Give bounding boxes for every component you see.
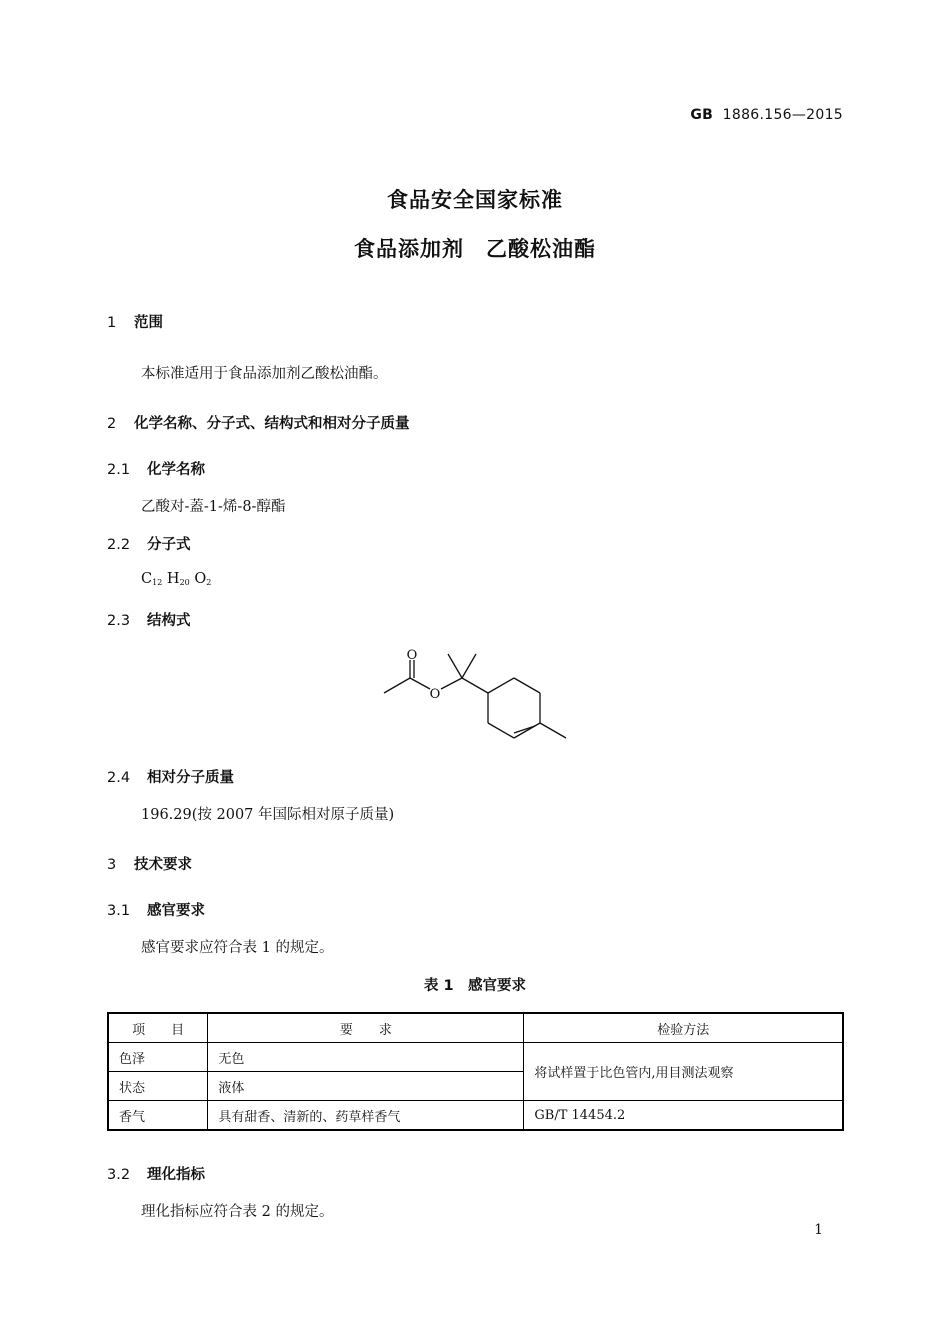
section-2-1-heading: [107, 458, 205, 479]
standard-code: GB: [690, 107, 714, 123]
section-title: 理化指标: [147, 1167, 205, 1183]
section-number: 2: [107, 416, 117, 432]
sub-title: 食品添加剂 乙酸松油酯: [354, 237, 596, 261]
section-number: 3.2: [107, 1167, 131, 1183]
section-title: 感官要求: [147, 903, 205, 919]
section-title: 分子式: [147, 537, 191, 553]
chemical-name: 乙酸对-蓋-1-烯-8-醇酯: [141, 499, 286, 515]
table-header-row: [108, 1013, 843, 1043]
section-2-2-heading: [107, 533, 191, 554]
header-item: 项 目: [108, 1013, 208, 1043]
cell-method-merged: 将试样置于比色管内,用目测法观察: [524, 1043, 843, 1101]
element-c: C: [141, 571, 153, 587]
section-3-2-heading: [107, 1163, 205, 1184]
section-2-heading: [107, 412, 410, 433]
header-requirement: 要 求: [208, 1013, 524, 1043]
cell-method: GB/T 14454.2: [524, 1101, 843, 1131]
atom-label-carbonyl-o: O: [406, 648, 418, 663]
element-h: H: [166, 571, 180, 587]
molecular-mass: 196.29(按 2007 年国际相对原子质量): [141, 807, 395, 823]
section-title: 技术要求: [134, 857, 192, 873]
subscript-c: 12: [152, 578, 163, 587]
section-title: 化学名称: [147, 462, 205, 478]
section-2-3-heading: [107, 609, 191, 630]
section-3-2-text: 理化指标应符合表 2 的规定。: [141, 1204, 334, 1220]
table-row: [108, 1101, 843, 1131]
section-title: 范围: [134, 315, 163, 331]
section-3-1-text: 感官要求应符合表 1 的规定。: [141, 940, 334, 956]
standard-number: [690, 107, 843, 123]
main-title: 食品安全国家标准: [387, 188, 563, 212]
header-method: 检验方法: [524, 1013, 843, 1043]
section-number: 1: [107, 315, 117, 331]
table-1: [107, 1012, 844, 1131]
molecular-formula: [141, 571, 211, 587]
table-row: [108, 1043, 843, 1072]
page-number: 1: [814, 1222, 823, 1238]
atom-label-ester-o: O: [429, 687, 441, 702]
element-o: O: [194, 571, 207, 587]
section-title: 结构式: [147, 613, 191, 629]
cell-requirement: 液体: [208, 1072, 524, 1101]
cell-item: 状态: [108, 1072, 208, 1101]
cell-requirement: 无色: [208, 1043, 524, 1072]
section-number: 2.4: [107, 770, 131, 786]
structural-formula: [370, 645, 580, 750]
section-1-heading: [107, 311, 163, 332]
section-2-4-heading: [107, 766, 234, 787]
section-number: 2.1: [107, 462, 131, 478]
section-number: 3: [107, 857, 117, 873]
subscript-o: 2: [206, 578, 212, 587]
section-number: 2.2: [107, 537, 131, 553]
cell-item: 香气: [108, 1101, 208, 1131]
section-3-1-heading: [107, 899, 205, 920]
section-title: 相对分子质量: [147, 770, 234, 786]
section-number: 3.1: [107, 903, 131, 919]
section-title: 化学名称、分子式、结构式和相对分子质量: [134, 416, 410, 432]
section-1-text: 本标准适用于食品添加剂乙酸松油酯。: [141, 366, 388, 382]
table-1-caption: 表 1 感官要求: [423, 978, 527, 994]
section-3-heading: [107, 853, 192, 874]
cell-item: 色泽: [108, 1043, 208, 1072]
section-number: 2.3: [107, 613, 131, 629]
cell-requirement: 具有甜香、清新的、药草样香气: [208, 1101, 524, 1131]
subscript-h: 20: [179, 578, 190, 587]
standard-number-text: 1886.156—2015: [722, 107, 843, 123]
